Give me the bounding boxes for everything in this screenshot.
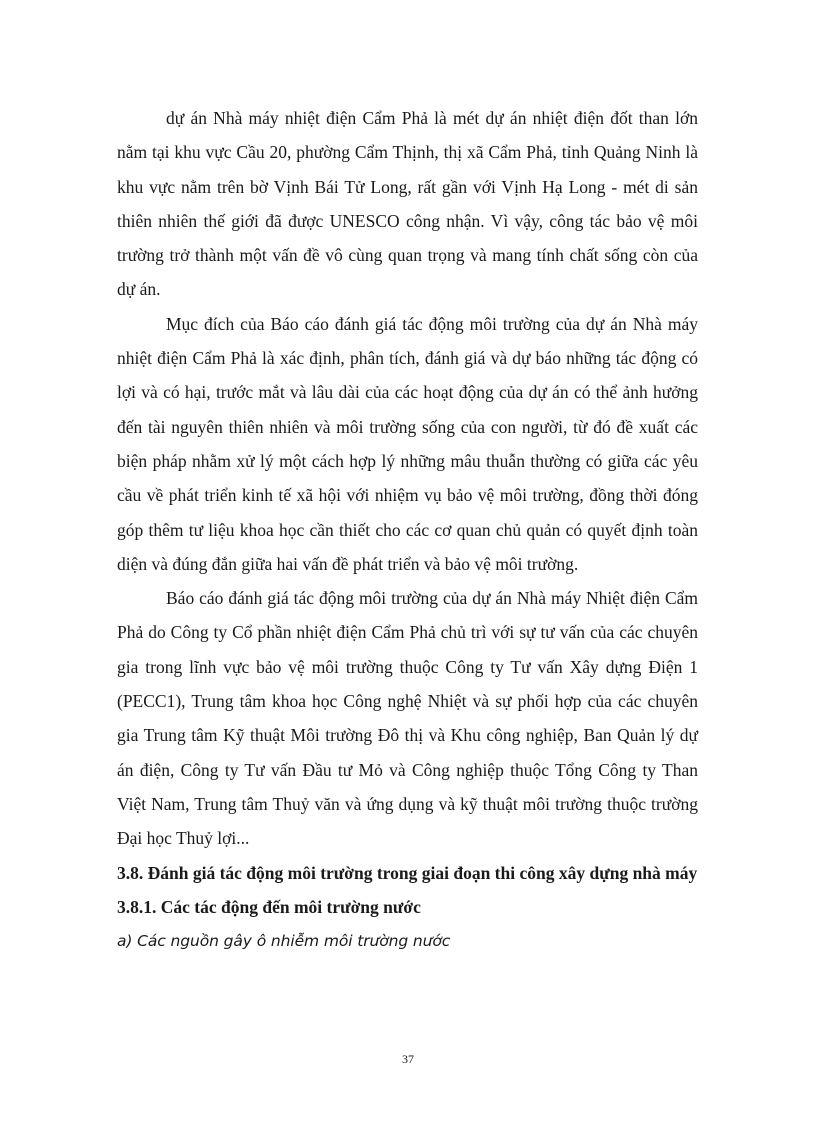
page-body [117, 101, 698, 958]
paragraph-project-overview: dự án Nhà máy nhiệt điện Cẩm Phả là mét dự án nhiệt điện đốt than lớn nằm tại khu vực Cầu 20, phường Cẩm Thịnh, thị xã Cẩm Phả, tỉnh Quảng Ninh là khu vực nằm trên bờ Vịnh Bái Tử Long, rất gần với Vịnh Hạ Long - mét di sản thiên nhiên thế giới đã được UNESCO công nhận. Vì vậy, công tác bảo vệ môi trường trở thành một vấn đề vô cùng quan trọng và mang tính chất sống còn của dự án. [117, 108, 698, 300]
page-number: 37 [402, 1052, 414, 1066]
paragraph-report-purpose: Mục đích của Báo cáo đánh giá tác động môi trường của dự án Nhà máy nhiệt điện Cẩm Phả là xác định, phân tích, đánh giá và dự báo những tác động có lợi và có hại, trước mắt và lâu dài của các hoạt động của dự án có thể ảnh hưởng đến tài nguyên thiên nhiên và môi trường sống của con người, từ đó đề xuất các biện pháp nhằm xử lý một cách hợp lý những mâu thuẫn thường có giữa các yêu cầu về phát triển kinh tế xã hội với nhiệm vụ bảo vệ môi trường, đồng thời đóng góp thêm tư liệu khoa học cần thiết cho các cơ quan chủ quản có quyết định toàn diện và đúng đắn giữa hai vấn đề phát triển và bảo vệ môi trường. [117, 313, 698, 574]
section-heading: 3.8. Đánh giá tác động môi trường trong giai đoạn thi công xây dựng nhà máy [117, 862, 698, 883]
subsection-heading: 3.8.1. Các tác động đến môi trường nước [117, 896, 421, 917]
paragraph-report-authors: Báo cáo đánh giá tác động môi trường của dự án Nhà máy Nhiệt điện Cẩm Phả do Công ty Cổ phần nhiệt điện Cẩm Phả chủ trì với sự tư vấn của các chuyên gia trong lĩnh vực bảo vệ môi trường thuộc Công ty Tư vấn Xây dựng Điện 1 (PECC1), Trung tâm khoa học Công nghệ Nhiệt và sự phối hợp của các chuyên gia Trung tâm Kỹ thuật Môi trường Đô thị và Khu công nghiệp, Ban Quản lý dự án điện, Công ty Tư vấn Đầu tư Mỏ và Công nghiệp thuộc Tổng Công ty Than Việt Nam, Trung tâm Thuỷ văn và ứng dụng và kỹ thuật môi trường thuộc trường Đại học Thuỷ lợi... [117, 588, 698, 849]
item-heading: a) Các nguồn gây ô nhiễm môi trường nước [117, 932, 451, 951]
